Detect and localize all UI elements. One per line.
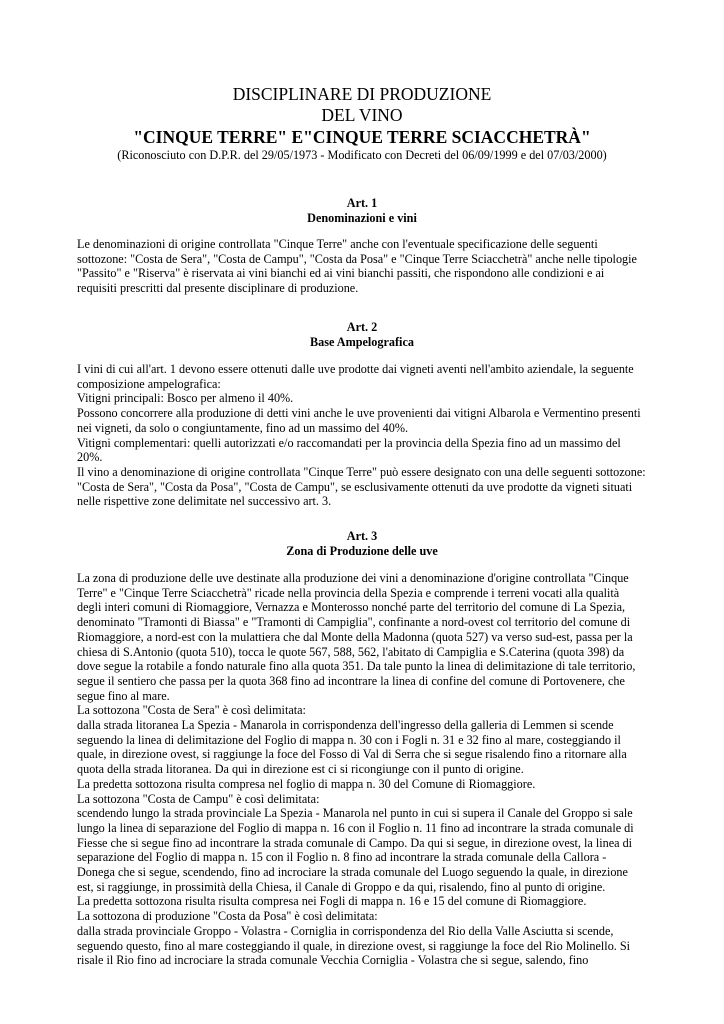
art3-body (77, 571, 657, 968)
paragraph-line: scendendo lungo la strada provinciale La Spezia - Manarola nel punto in cui si supera il Canale del Groppo si sale (77, 806, 633, 821)
paragraph-line: Donega che si segue, scendendo, fino ad incrociare la strada comunale del Luogo seguendo la quale, in direzione (77, 865, 628, 880)
paragraph-line: Il vino a denominazione di origine controllata "Cinque Terre" può essere designato con una delle seguenti sottozone: (77, 464, 646, 479)
paragraph-line: denominato "Tramonti di Biassa" e "Tramonti di Campiglia", confinante a nord-ovest col territorio del comune di (77, 615, 631, 630)
art1-body (77, 237, 657, 296)
paragraph-line: sottozone: "Costa de Sera", "Costa de Campu", "Costa da Posa" e "Cinque Terre Sciacchetrà" anche nelle tipologie (77, 251, 637, 266)
art1-heading (60, 196, 664, 226)
paragraph-line: I vini di cui all'art. 1 devono essere ottenuti dalle uve prodotte dai vigneti aventi nell'ambito aziendale, la seguente (77, 362, 634, 376)
paragraph-line: La predetta sottozona risulta risulta compresa nei Fogli di mappa n. 16 e 15 del comune di Riomaggiore. (77, 894, 587, 909)
art1-title: Denominazioni e vini (307, 211, 417, 225)
paragraph-line: segue il sentiero che passa per la quota 368 fino ad incontrare la linea di confine del comune di Portovenere, che (77, 673, 625, 688)
document-subtitle: (Riconosciuto con D.P.R. del 29/05/1973 - Modificato con Decreti del 06/09/1999 e del 07/03/2000) (117, 148, 607, 162)
paragraph-line: La predetta sottozona risulta compresa nel foglio di mappa n. 30 del Comune di Riomaggiore. (77, 776, 536, 791)
art1-number: Art. 1 (346, 196, 378, 210)
paragraph-line: chiesa di S.Antonio (quota 510), tocca le quote 567, 588, 562, l'abitato di Campiglia e S.Caterina (quota 398) da (77, 644, 625, 659)
paragraph-line: "Costa de Sera", "Costa da Posa", "Costa de Campu", se esclusivamente ottenuti da uve prodotte da vigneti situati (77, 479, 633, 494)
paragraph-line: dalla strada litoranea La Spezia - Manarola in corrispondenza dell'ingresso della galleria di Lemmen si scende (77, 718, 614, 733)
paragraph-line: La zona di produzione delle uve destinate alla produzione dei vini a denominazione d'origine controllata "Cinque (77, 571, 629, 585)
paragraph-line: segue fino al mare. (77, 688, 170, 703)
paragraph-line: separazione del Foglio di mappa n. 15 con il Foglio n. 8 fino ad incontrare la strada comunale della Callora - (77, 850, 607, 865)
title-line-3: "CINQUE TERRE" E"CINQUE TERRE SCIACCHETRÀ" (133, 127, 591, 147)
art3-title: Zona di Produzione delle uve (286, 544, 438, 558)
paragraph-line: 20%. (77, 450, 103, 465)
paragraph-line: requisiti prescritti dal presente disciplinare di produzione. (77, 281, 359, 296)
paragraph-line: "Passito" e "Riserva" è riservata ai vini bianchi ed ai vini bianchi passiti, che rispondono alle condizioni e ai (77, 266, 605, 281)
paragraph-line: La sottozona "Costa de Sera" è così delimitata: (77, 703, 306, 718)
art2-number: Art. 2 (346, 320, 378, 334)
paragraph-line: dove segue la rotabile a fondo naturale fino alla quota 351. Da tale punto la linea di delimitazione di tale territorio, (77, 659, 636, 674)
document-header (60, 84, 664, 163)
paragraph-line: composizione ampelografica: (77, 376, 221, 391)
paragraph-line: Terre" e "Cinque Terre Sciacchetrà" ricade nella provincia della Spezia e comprende i terreni vocati alla qualità (77, 585, 620, 600)
paragraph-line: Vitigni complementari: quelli autorizzati e/o raccomandati per la provincia della Spezia fino ad un massimo del (77, 435, 621, 450)
paragraph-line: quota della strada litoranea. Da qui in direzione est ci si ricongiunge con il punto di origine. (77, 762, 524, 777)
title-line-2: DEL VINO (321, 105, 403, 125)
paragraph-line: La sottozona "Costa de Campu" è così delimitata: (77, 791, 320, 806)
paragraph-line: seguendo la linea di delimitazione del Foglio di mappa n. 30 con i Fogli n. 31 e 32 fino al mare, costeggiando il (77, 732, 621, 747)
paragraph-line: Le denominazioni di origine controllata "Cinque Terre" anche con l'eventuale specificazione delle seguenti (77, 237, 598, 251)
paragraph-line: degli interi comuni di Riomaggiore, Vernazza e Monterosso nonché parte del territorio del comune di La Spezia, (77, 600, 626, 615)
paragraph-line: Fiesse che si segue fino ad incontrare la strada comunale di Campo. Da qui si segue, in direzione ovest, la linea di (77, 835, 633, 850)
paragraph-line: lungo la linea di separazione del Foglio di mappa n. 16 con il Foglio n. 11 fino ad incontrare la strada comunale di (77, 820, 634, 835)
paragraph-line: Possono concorrere alla produzione di detti vini anche le uve provenienti dai vitigni Albarola e Vermentino presenti (77, 406, 641, 421)
paragraph-line: quale, in direzione ovest, si raggiunge la foce del Fosso di Val di Serra che si segue risalendo fino a ritornare alla (77, 747, 627, 762)
paragraph-line: nelle rispettive zone delimitate nel successivo art. 3. (77, 494, 332, 509)
paragraph-line: seguendo questo, fino al mare costeggiando il quale, in direzione ovest, si raggiunge la foce del Rio Molinello. Si (77, 938, 631, 953)
paragraph-line: risale il Rio fino ad incrociare la strada comunale Vecchia Corniglia - Volastra che si segue, salendo, fino (77, 953, 589, 968)
paragraph-line: Riomaggiore, a nord-est con la mulattiera che dal Monte della Madonna (quota 527) va verso sud-est, passa per la (77, 629, 633, 644)
art2-heading (60, 320, 664, 350)
art3-number: Art. 3 (346, 529, 378, 543)
art3-heading (60, 529, 664, 559)
title-line-1: DISCIPLINARE DI PRODUZIONE (232, 84, 492, 104)
art2-title: Base Ampelografica (310, 335, 414, 349)
paragraph-line: est, si raggiunge, in prossimità della Chiesa, il Canale di Groppo e da qui, risalendo, fino al punto di origine. (77, 879, 606, 894)
paragraph-line: nei vigneti, da solo o congiuntamente, fino ad un massimo del 40%. (77, 420, 409, 435)
art2-body (77, 362, 657, 509)
paragraph-line: dalla strada provinciale Groppo - Volastra - Corniglia in corrispondenza del Rio della Valle Asciutta si scende, (77, 923, 614, 938)
paragraph-line: La sottozona di produzione "Costa da Posa" è così delimitata: (77, 909, 378, 924)
paragraph-line: Vitigni principali: Bosco per almeno il 40%. (77, 391, 294, 406)
